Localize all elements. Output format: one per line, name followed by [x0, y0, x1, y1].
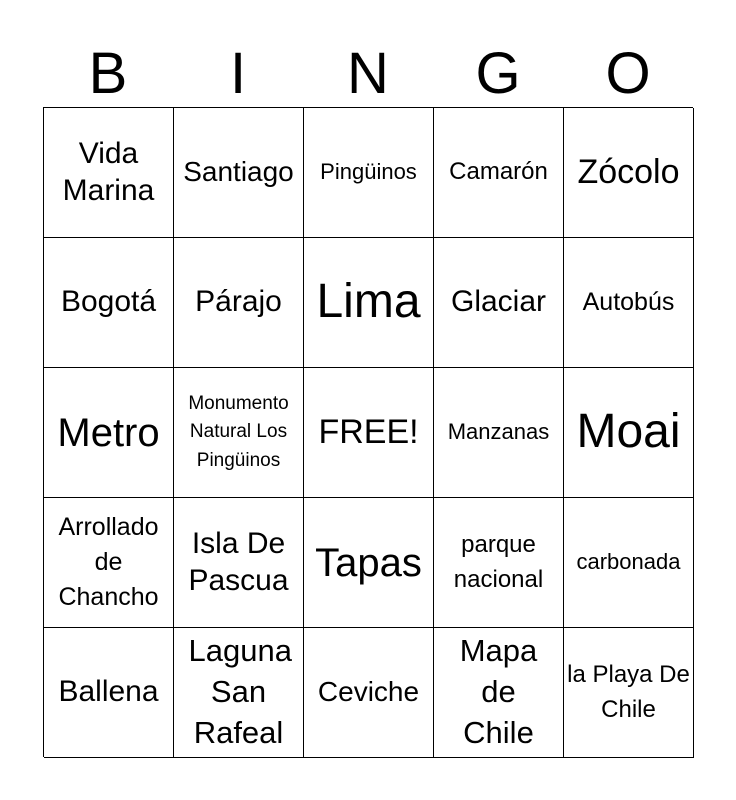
- cell-label: Laguna San Rafeal: [188, 633, 292, 750]
- cell-label: Lima: [316, 275, 421, 329]
- cell-label: Arrollado de Chancho: [58, 513, 159, 611]
- bingo-cell[interactable]: [44, 238, 174, 368]
- cell-label: Camarón: [449, 158, 548, 186]
- header-letter-n: N: [347, 41, 389, 106]
- bingo-cell[interactable]: [44, 628, 174, 758]
- bingo-cell[interactable]: [44, 108, 174, 238]
- bingo-cell[interactable]: [174, 628, 304, 758]
- cell-label: carbonada: [576, 549, 681, 575]
- cell-label: parque nacional: [453, 530, 544, 593]
- bingo-cell[interactable]: [174, 238, 304, 368]
- header-letter-b: B: [88, 41, 128, 106]
- bingo-cell[interactable]: [564, 108, 694, 238]
- cell-label: Vida Marina: [62, 136, 155, 207]
- bingo-cell[interactable]: [564, 368, 694, 498]
- cell-label: Isla De Pascua: [188, 526, 289, 597]
- bingo-cell[interactable]: [304, 368, 434, 498]
- cell-label: FREE!: [318, 413, 419, 452]
- cell-label: Glaciar: [450, 285, 547, 319]
- cell-label: Zócolo: [577, 153, 680, 192]
- cell-label: Santiago: [183, 156, 294, 188]
- cell-label: Párajo: [195, 285, 282, 319]
- bingo-cell[interactable]: [564, 238, 694, 368]
- bingo-header: [43, 40, 693, 108]
- cell-label: Manzanas: [447, 419, 550, 445]
- bingo-cell[interactable]: [434, 628, 564, 758]
- bingo-cell[interactable]: [174, 108, 304, 238]
- bingo-cell[interactable]: [44, 498, 174, 628]
- bingo-cell[interactable]: [304, 628, 434, 758]
- bingo-cell[interactable]: [564, 498, 694, 628]
- bingo-cell[interactable]: [434, 368, 564, 498]
- cell-label: Ceviche: [317, 676, 420, 708]
- bingo-cell[interactable]: [304, 498, 434, 628]
- bingo-cell[interactable]: [174, 498, 304, 628]
- cell-label: la Playa De Chile: [567, 660, 690, 723]
- cell-label: Moai: [576, 405, 681, 459]
- cell-label: Metro: [57, 410, 160, 455]
- bingo-cell[interactable]: [434, 108, 564, 238]
- bingo-grid: [43, 107, 693, 757]
- bingo-cell[interactable]: [174, 368, 304, 498]
- cell-label: Mapa de Chile: [459, 633, 538, 750]
- cell-label: Monumento Natural Los Pingüinos: [188, 393, 289, 471]
- cell-label: Pingüinos: [320, 159, 417, 185]
- cell-label: Tapas: [315, 540, 422, 585]
- bingo-cell[interactable]: [564, 628, 694, 758]
- header-letter-i: I: [229, 41, 247, 106]
- bingo-cell[interactable]: [44, 368, 174, 498]
- bingo-cell[interactable]: [434, 498, 564, 628]
- header-letter-g: G: [475, 41, 521, 106]
- bingo-cell[interactable]: [434, 238, 564, 368]
- cell-label: Bogotá: [60, 285, 157, 319]
- header-letter-o: O: [605, 41, 651, 106]
- cell-label: Ballena: [58, 675, 159, 709]
- bingo-cell[interactable]: [304, 238, 434, 368]
- bingo-cell[interactable]: [304, 108, 434, 238]
- cell-label: Autobús: [582, 288, 675, 316]
